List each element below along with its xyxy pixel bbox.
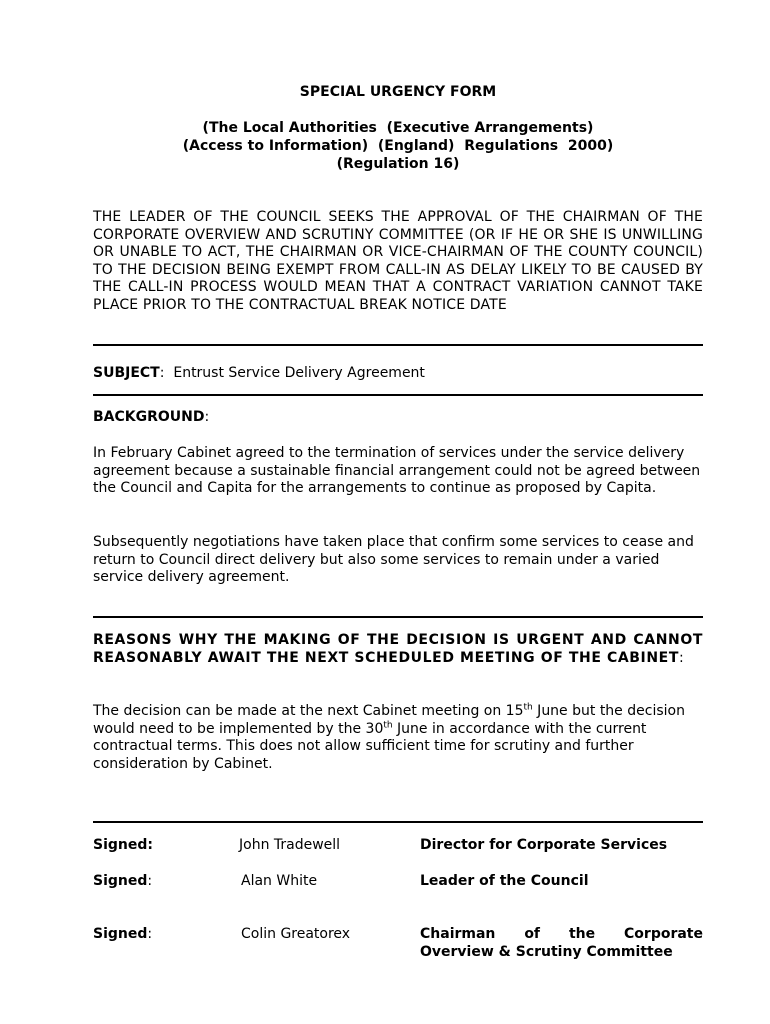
reasons-heading-separator: :: [679, 650, 685, 666]
ordinal-suffix: th: [523, 702, 533, 713]
approval-request-text: THE LEADER OF THE COUNCIL SEEKS THE APPROVAL OF THE CHAIRMAN OF THE CORPORATE OVERVIEW AND SCRUTINY COMMITTEE (OR IF HE OR SHE IS UNWILLING OR UNABLE TO ACT, THE CHAIRMAN OR VICE-CHAIRMAN OF THE COUNTY COUNCIL) TO THE DECISION BEING EXEMPT FROM CALL-IN AS DELAY LIKELY TO BE CAUSED BY THE CALL-IN PROCESS WOULD MEAN THAT A CONTRACT VARIATION CANNOT TAKE PLACE PRIOR TO THE CONTRACTUAL BREAK NOTICE DATE: [93, 209, 703, 313]
signatory-name: John Tradewell: [239, 837, 341, 853]
regulation-citation: [93, 119, 703, 173]
regulation-line-2: (Access to Information) (England) Regulations 2000): [182, 138, 614, 154]
signatory-name: Colin Greatorex: [241, 926, 351, 942]
signed-label: Signed: [93, 873, 148, 889]
reasons-text-part-3: June in accordance with the current contractual terms. This does not allow sufficient time for scrutiny and further consideration by Cabinet.: [93, 720, 647, 772]
background-heading-separator: :: [204, 409, 210, 425]
regulation-line-1: (The Local Authorities (Executive Arrangements): [202, 120, 594, 136]
signed-separator: :: [147, 873, 153, 889]
background-paragraph-2: Subsequently negotiations have taken place that confirm some services to cease and return to Council direct delivery but also some services to remain under a varied service delivery agreement.: [93, 534, 694, 586]
background-heading: [93, 408, 209, 426]
subject-label: SUBJECT: [93, 365, 160, 381]
signatory-role: Chairman of the Corporate Overview & Scrutiny Committee: [420, 926, 703, 960]
signatory-role: Director for Corporate Services: [420, 837, 668, 853]
regulation-line-3: (Regulation 16): [336, 156, 460, 172]
divider: [93, 616, 703, 618]
background-heading-label: BACKGROUND: [93, 409, 205, 425]
signatory-role: Leader of the Council: [420, 873, 589, 889]
reasons-text-part-1: The decision can be made at the next Cabinet meeting on 15: [93, 703, 524, 719]
form-title: SPECIAL URGENCY FORM: [299, 84, 497, 100]
subject-line: [93, 364, 425, 382]
background-paragraph-1: In February Cabinet agreed to the termination of services under the service delivery agreement because a sustainable financial arrangement could not be agreed between the Council and Capita for the arrangements to continue as proposed by Capita.: [93, 445, 701, 497]
reasons-paragraph: [93, 703, 703, 773]
signed-label: Signed:: [93, 837, 153, 853]
divider: [93, 821, 703, 823]
signed-label-group: [93, 925, 152, 943]
reasons-heading-label: REASONS WHY THE MAKING OF THE DECISION IS URGENT AND CANNOT REASONABLY AWAIT THE NEXT SCHEDULED MEETING OF THE CABINET: [93, 632, 703, 666]
signed-label-group: [93, 872, 152, 890]
subject-value: Entrust Service Delivery Agreement: [173, 365, 425, 381]
divider: [93, 344, 703, 346]
subject-separator: :: [159, 365, 165, 381]
ordinal-suffix: th: [383, 719, 393, 730]
reasons-text-part-2: June but the decision would need to be implemented by the 30: [93, 703, 685, 737]
divider: [93, 394, 703, 396]
signed-separator: :: [147, 926, 153, 942]
signed-label: Signed: [93, 926, 148, 942]
reasons-heading: [93, 631, 703, 667]
signatory-name: Alan White: [241, 873, 318, 889]
